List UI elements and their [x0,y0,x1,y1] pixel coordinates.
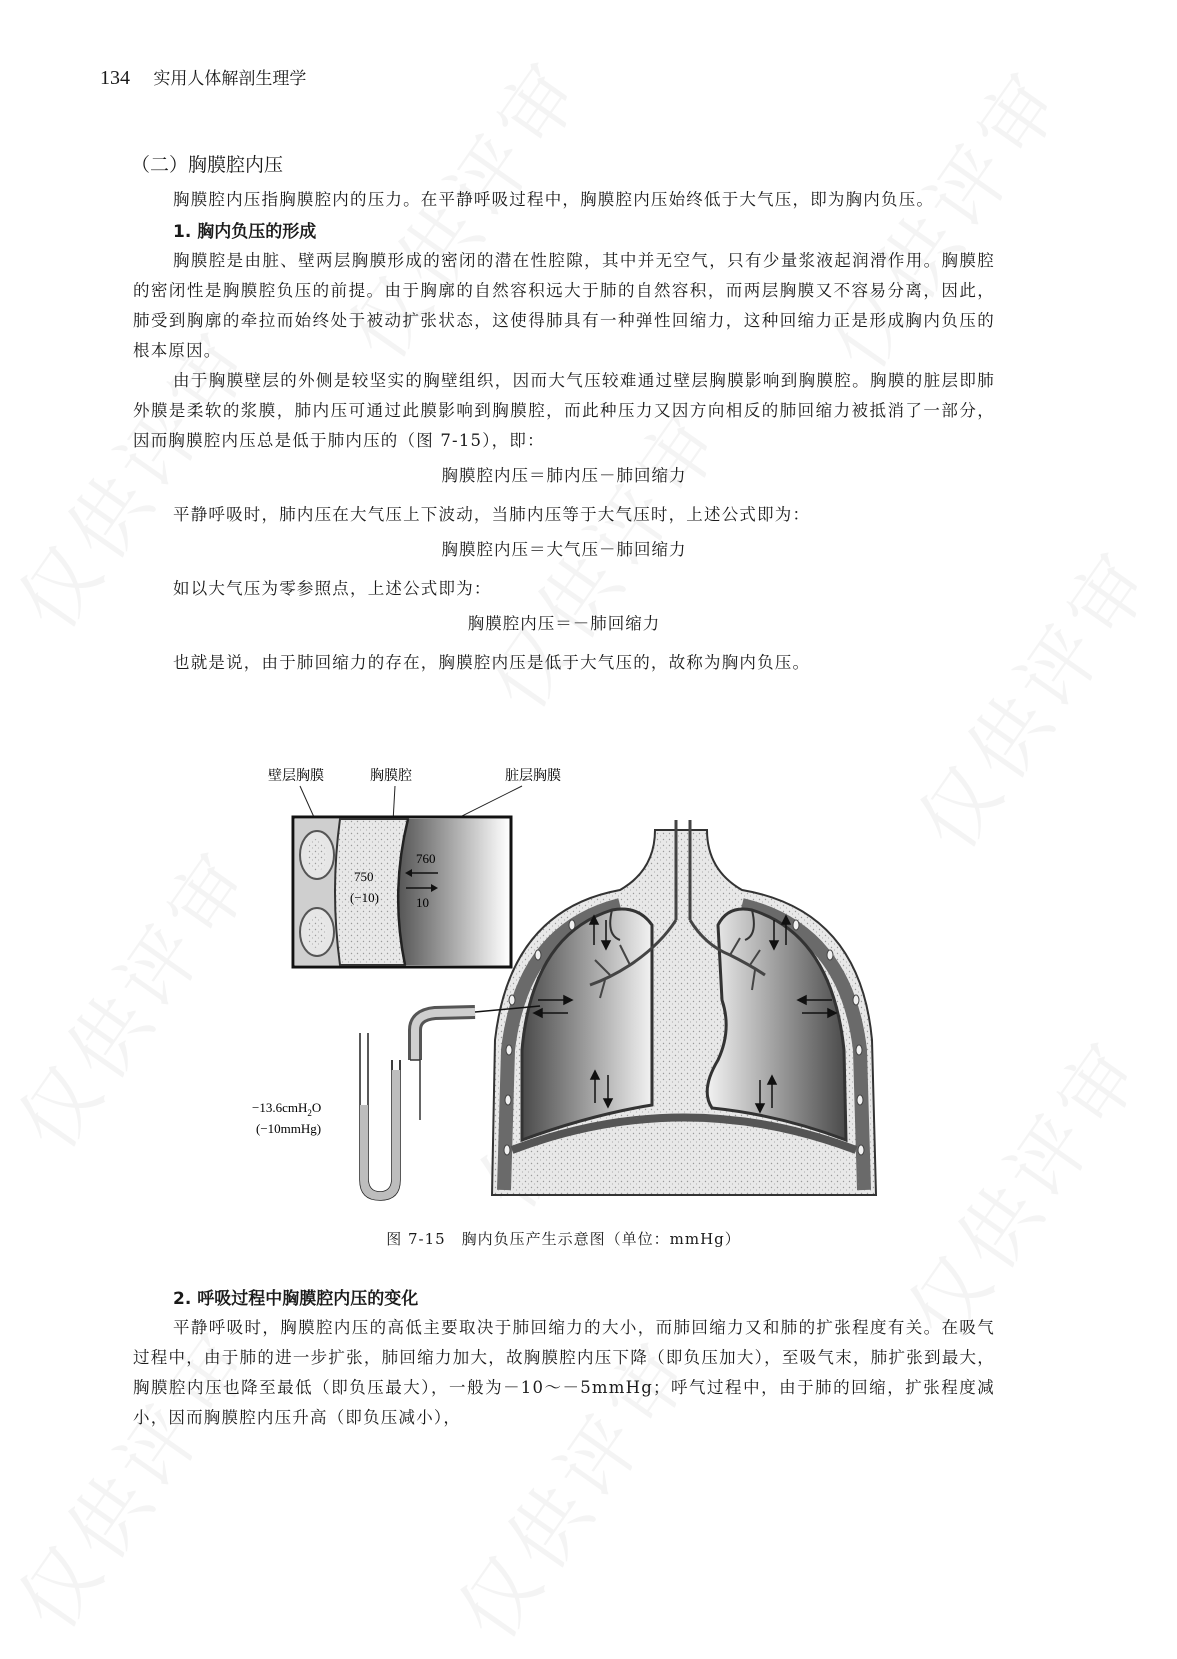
formula-1: 胸膜腔内压＝肺内压－肺回缩力 [441,466,687,485]
manometer-reading-end: O [311,1100,322,1115]
book-title: 实用人体解剖生理学 [153,69,307,89]
figure-caption: 图 7-15 胸内负压产生示意图（单位：mmHg） [386,1230,741,1248]
manometer-reading-subscript: 2 [307,1108,312,1118]
paragraph: 如以大气压为零参照点，上述公式即为： [173,579,492,598]
section-title: （二）胸膜腔内压 [131,154,284,176]
pleural-pressure-diagram [252,760,880,1220]
intro-paragraph: 胸膜腔内压指胸膜腔内的压力。在平静呼吸过程中，胸膜腔内压始终低于大气压，即为胸内负压。 [173,190,935,209]
label-parietal-pleura: 壁层胸膜 [268,768,324,784]
inset-magnified-pleura [293,817,511,967]
paragraph: 平静呼吸时，胸膜腔内压的高低主要取决于肺回缩力的大小，而肺回缩力又和肺的扩张程度有关。在吸气过程中，由于肺的进一步扩张，肺回缩力加大，故胸膜腔内压下降（即负压加大），至吸气末，肺扩张到最大，胸膜腔内压也降至最低（即负压最大），一般为－10～－5mmHg；呼气过程中，由于肺的回缩，扩张程度减小，因而胸膜腔内压升高（即负压减小）， [133,1318,995,1427]
figure-7-15 [252,760,880,1220]
main-content [133,150,995,678]
manometer-reading-cmh2o [252,1100,321,1118]
label-pleural-cavity: 胸膜腔 [370,768,412,784]
formula-3: 胸膜腔内压＝－肺回缩力 [467,614,661,633]
watermark-text [0,823,277,1169]
page-header [100,64,306,90]
paragraph: 由于胸膜壁层的外侧是较坚实的胸壁组织，因而大气压较难通过壁层胸膜影响到胸膜腔。胸膜的脏层即肺外膜是柔软的浆膜，肺内压可通过此膜影响到胸膜腔，而此种压力又因方向相反的肺回缩力被抵消了一部分，因而胸膜腔内压总是低于肺内压的（图 7-15），即： [133,371,995,450]
page-number: 134 [100,67,130,89]
subsection-title-2: 2. 呼吸过程中胸膜腔内压的变化 [173,1289,419,1309]
paragraph: 胸膜腔是由脏、壁两层胸膜形成的密闭的潜在性腔隙，其中并无空气，只有少量浆液起润滑作用。胸膜腔的密闭性是胸膜腔负压的前提。由于胸廓的自然容积远大于肺的自然容积，而两层胸膜又不容易分离，因此，肺受到胸廓的牵拉而始终处于被动扩张状态，这使得肺具有一种弹性回缩力，这种回缩力正是形成胸内负压的根本原因。 [133,251,995,360]
paragraph: 也就是说，由于肺回缩力的存在，胸膜腔内压是低于大气压的，故称为胸内负压。 [173,653,811,672]
value-10: 10 [416,895,429,910]
subsection-title-1: 1. 胸内负压的形成 [173,222,317,242]
value-neg10: (−10) [350,890,379,905]
value-760: 760 [416,851,436,866]
main-content-continued [133,1282,995,1433]
manometer-reading-mmhg: (−10mmHg) [256,1121,322,1136]
thorax-diagram [492,820,876,1195]
label-visceral-pleura: 脏层胸膜 [505,768,561,784]
manometer-reading-main: −13.6cmH [252,1100,308,1115]
formula-2: 胸膜腔内压＝大气压－肺回缩力 [441,540,687,559]
paragraph: 平静呼吸时，肺内压在大气压上下波动，当肺内压等于大气压时，上述公式即为： [173,505,811,524]
value-750: 750 [354,869,374,884]
